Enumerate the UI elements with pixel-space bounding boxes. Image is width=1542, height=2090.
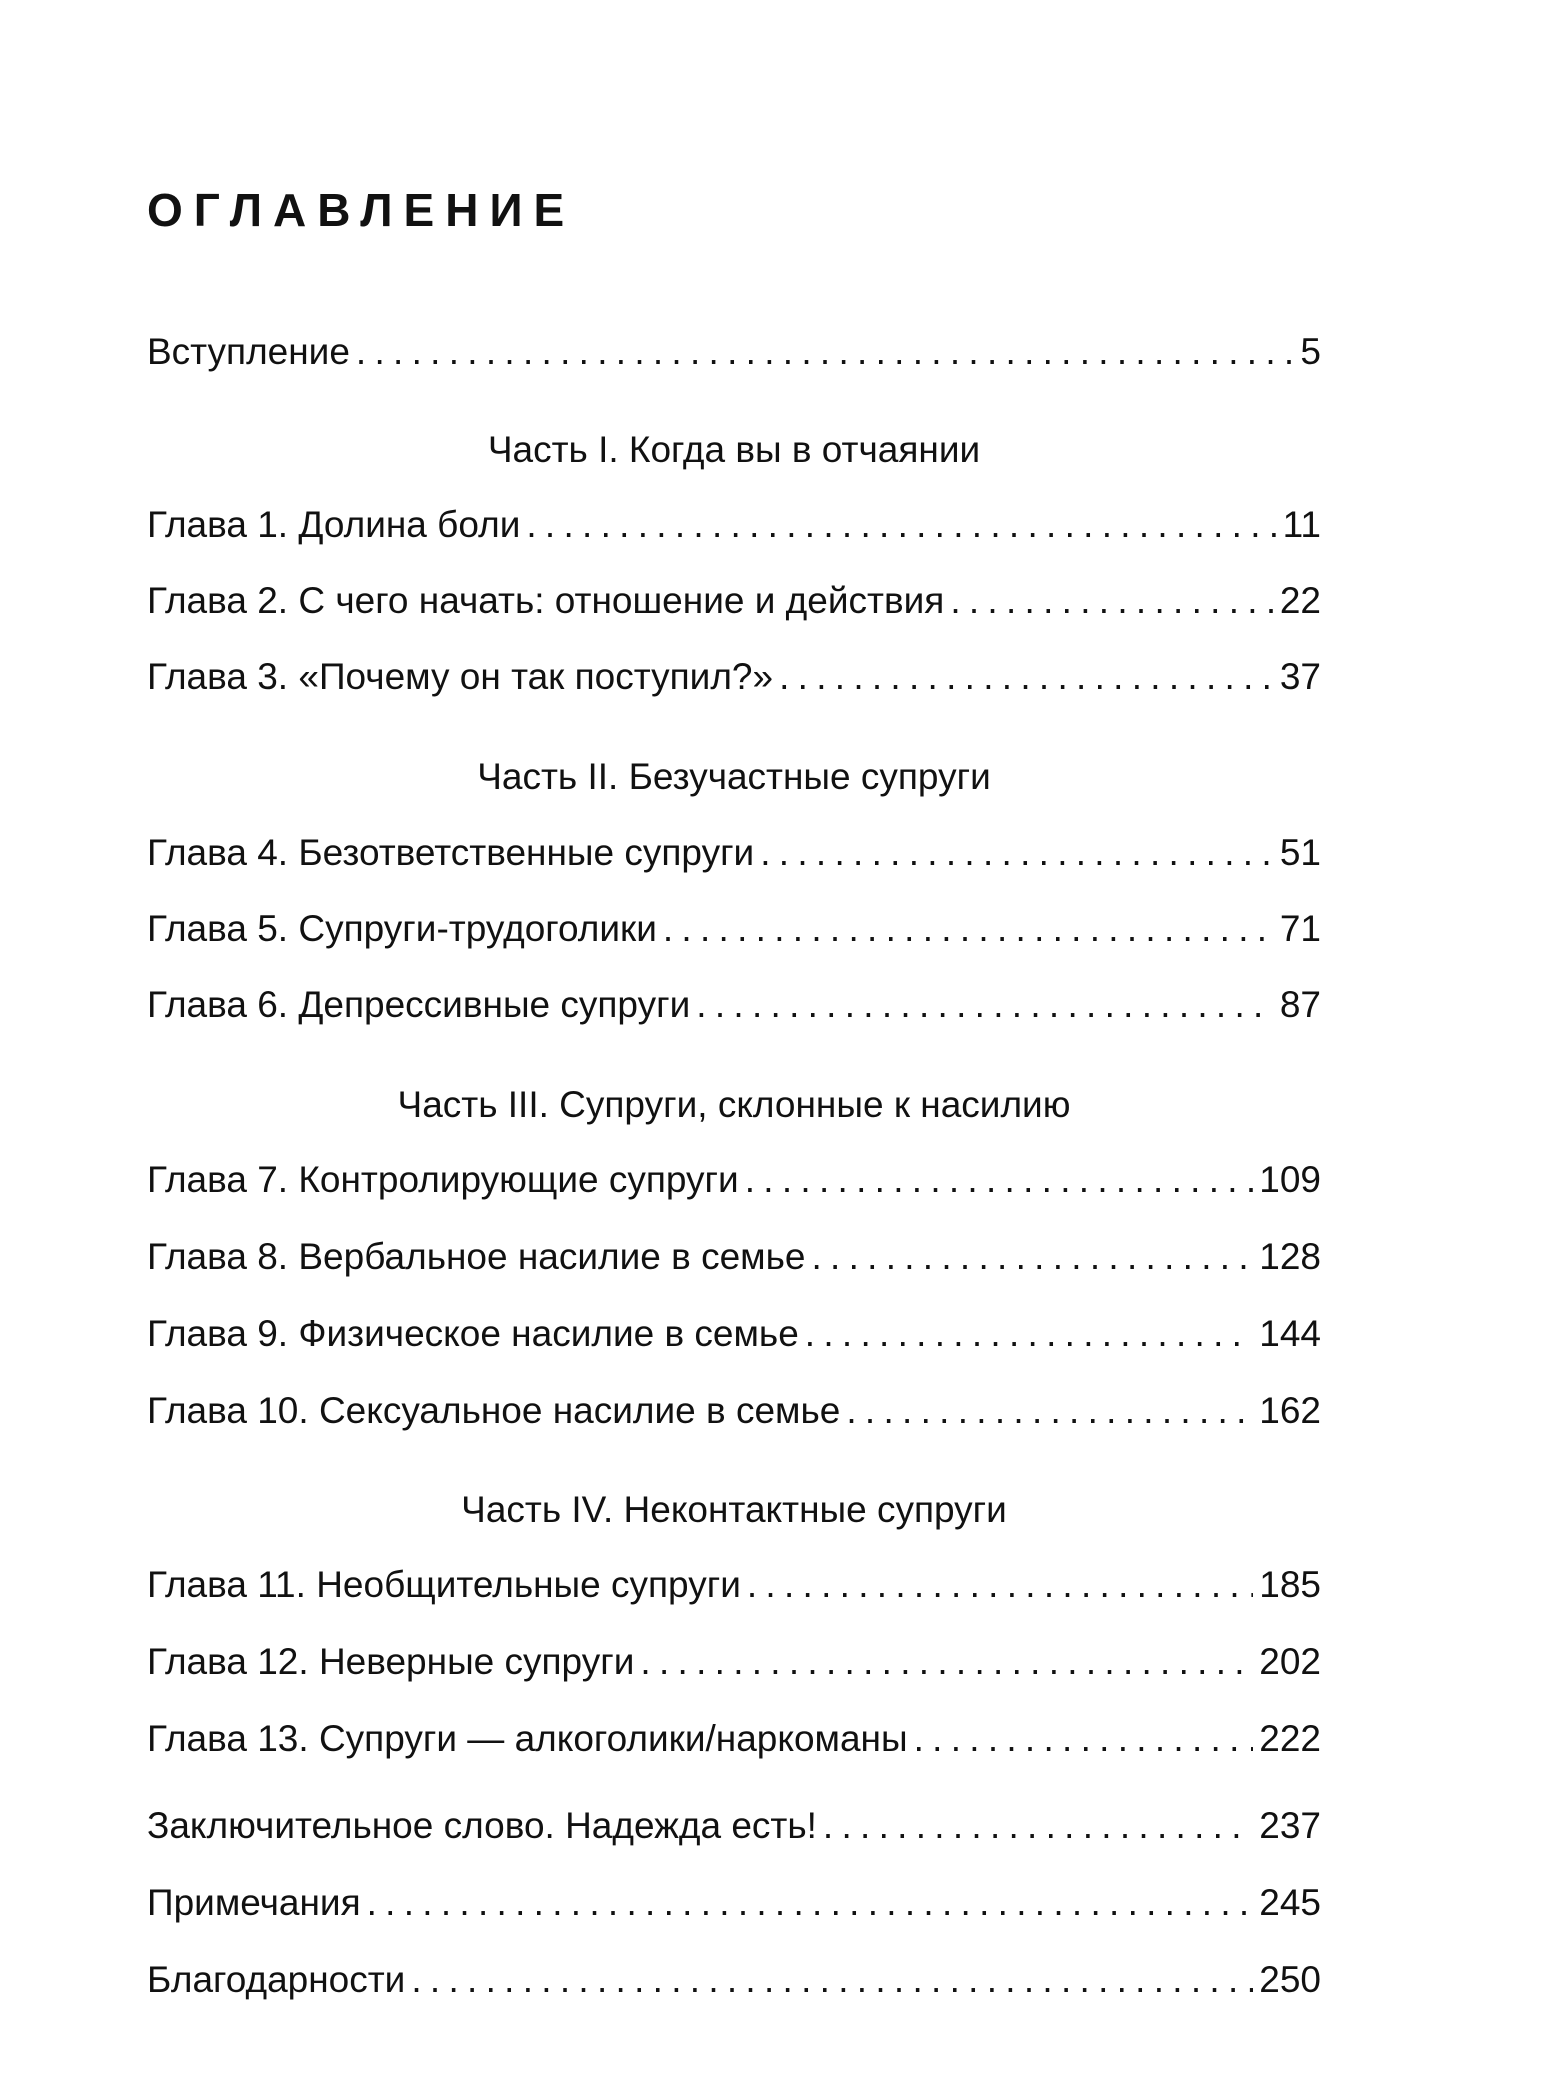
toc-entry-page: 202 bbox=[1259, 1641, 1321, 1682]
dot-leader bbox=[411, 1955, 1253, 2005]
toc-entry-title: Глава 6. Депрессивные супруги bbox=[147, 984, 691, 1025]
toc-entry-page: 237 bbox=[1259, 1805, 1321, 1846]
dot-leader bbox=[696, 980, 1274, 1030]
toc-entry-chapter-7[interactable] bbox=[147, 1155, 1321, 1205]
toc-entry-title: Глава 9. Физическое насилие в семье bbox=[147, 1313, 799, 1354]
toc-entry-title: Глава 10. Сексуальное насилие в семье bbox=[147, 1390, 841, 1431]
toc-entry-chapter-10[interactable] bbox=[147, 1386, 1321, 1436]
toc-entry-title: Благодарности bbox=[147, 1959, 406, 2000]
toc-entry-title: Глава 2. С чего начать: отношение и действия bbox=[147, 580, 945, 621]
toc-entry-title: Вступление bbox=[147, 331, 350, 372]
toc-entry-chapter-8[interactable] bbox=[147, 1232, 1321, 1282]
toc-entry-chapter-5[interactable] bbox=[147, 904, 1321, 954]
dot-leader bbox=[811, 1232, 1253, 1282]
dot-leader bbox=[779, 652, 1274, 702]
toc-entry-title: Глава 5. Супруги-трудоголики bbox=[147, 908, 657, 949]
dot-leader bbox=[640, 1637, 1253, 1687]
toc-entry-title: Заключительное слово. Надежда есть! bbox=[147, 1805, 817, 1846]
toc-entry-page: 37 bbox=[1279, 656, 1321, 697]
toc-entry-title: Глава 1. Долина боли bbox=[147, 504, 521, 545]
dot-leader bbox=[805, 1309, 1253, 1359]
toc-entry-page: 11 bbox=[1282, 504, 1321, 545]
toc-entry-page: 144 bbox=[1259, 1313, 1321, 1354]
dot-leader bbox=[367, 1878, 1254, 1928]
toc-entry-page: 245 bbox=[1259, 1882, 1321, 1923]
dot-leader bbox=[663, 904, 1274, 954]
toc-entry-title: Глава 12. Неверные супруги bbox=[147, 1641, 635, 1682]
toc-entry-page: 22 bbox=[1279, 580, 1321, 621]
dot-leader bbox=[760, 828, 1274, 878]
part-heading-3: Часть III. Супруги, склонные к насилию bbox=[397, 1084, 1071, 1125]
toc-entry-chapter-1[interactable] bbox=[147, 500, 1321, 550]
toc-entry-notes[interactable] bbox=[147, 1878, 1321, 1928]
toc-entry-title: Глава 7. Контролирующие супруги bbox=[147, 1159, 739, 1200]
part-heading-1: Часть I. Когда вы в отчаянии bbox=[487, 429, 981, 470]
page-title: ОГЛАВЛЕНИЕ bbox=[147, 184, 576, 236]
toc-entry-page: 71 bbox=[1279, 908, 1321, 949]
toc-entry-chapter-11[interactable] bbox=[147, 1560, 1321, 1610]
toc-entry-page: 185 bbox=[1259, 1564, 1321, 1605]
toc-entry-chapter-2[interactable] bbox=[147, 576, 1321, 626]
dot-leader bbox=[747, 1560, 1253, 1610]
toc-entry-acknowledgements[interactable] bbox=[147, 1955, 1321, 2005]
toc-entry-intro[interactable] bbox=[147, 327, 1321, 377]
toc-entry-page: 162 bbox=[1259, 1390, 1321, 1431]
toc-entry-chapter-4[interactable] bbox=[147, 828, 1321, 878]
toc-entry-page: 128 bbox=[1259, 1236, 1321, 1277]
toc-entry-page: 5 bbox=[1300, 331, 1321, 372]
toc-entry-conclusion[interactable] bbox=[147, 1801, 1321, 1851]
toc-entry-page: 51 bbox=[1279, 832, 1321, 873]
toc-entry-page: 87 bbox=[1279, 984, 1321, 1025]
toc-entry-title: Глава 4. Безответственные супруги bbox=[147, 832, 755, 873]
part-heading-2: Часть II. Безучастные супруги bbox=[477, 756, 991, 797]
toc-entry-chapter-6[interactable] bbox=[147, 980, 1321, 1030]
toc-entry-page: 222 bbox=[1259, 1718, 1321, 1759]
dot-leader bbox=[846, 1386, 1253, 1436]
toc-entry-chapter-13[interactable] bbox=[147, 1714, 1321, 1764]
toc-entry-title: Глава 13. Супруги — алкоголики/наркоманы bbox=[147, 1718, 908, 1759]
dot-leader bbox=[526, 500, 1276, 550]
toc-entry-chapter-12[interactable] bbox=[147, 1637, 1321, 1687]
toc-entry-page: 250 bbox=[1259, 1959, 1321, 2000]
toc-entry-chapter-3[interactable] bbox=[147, 652, 1321, 702]
part-heading-4: Часть IV. Неконтактные супруги bbox=[461, 1489, 1007, 1530]
toc-entry-title: Примечания bbox=[147, 1882, 361, 1923]
toc-entry-title: Глава 8. Вербальное насилие в семье bbox=[147, 1236, 806, 1277]
toc-entry-title: Глава 11. Необщительные супруги bbox=[147, 1564, 741, 1605]
dot-leader bbox=[823, 1801, 1253, 1851]
toc-entry-page: 109 bbox=[1259, 1159, 1321, 1200]
toc-entry-chapter-9[interactable] bbox=[147, 1309, 1321, 1359]
toc-entry-title: Глава 3. «Почему он так поступил?» bbox=[147, 656, 774, 697]
dot-leader bbox=[914, 1714, 1254, 1764]
dot-leader bbox=[950, 576, 1274, 626]
dot-leader bbox=[745, 1155, 1254, 1205]
dot-leader bbox=[356, 327, 1295, 377]
